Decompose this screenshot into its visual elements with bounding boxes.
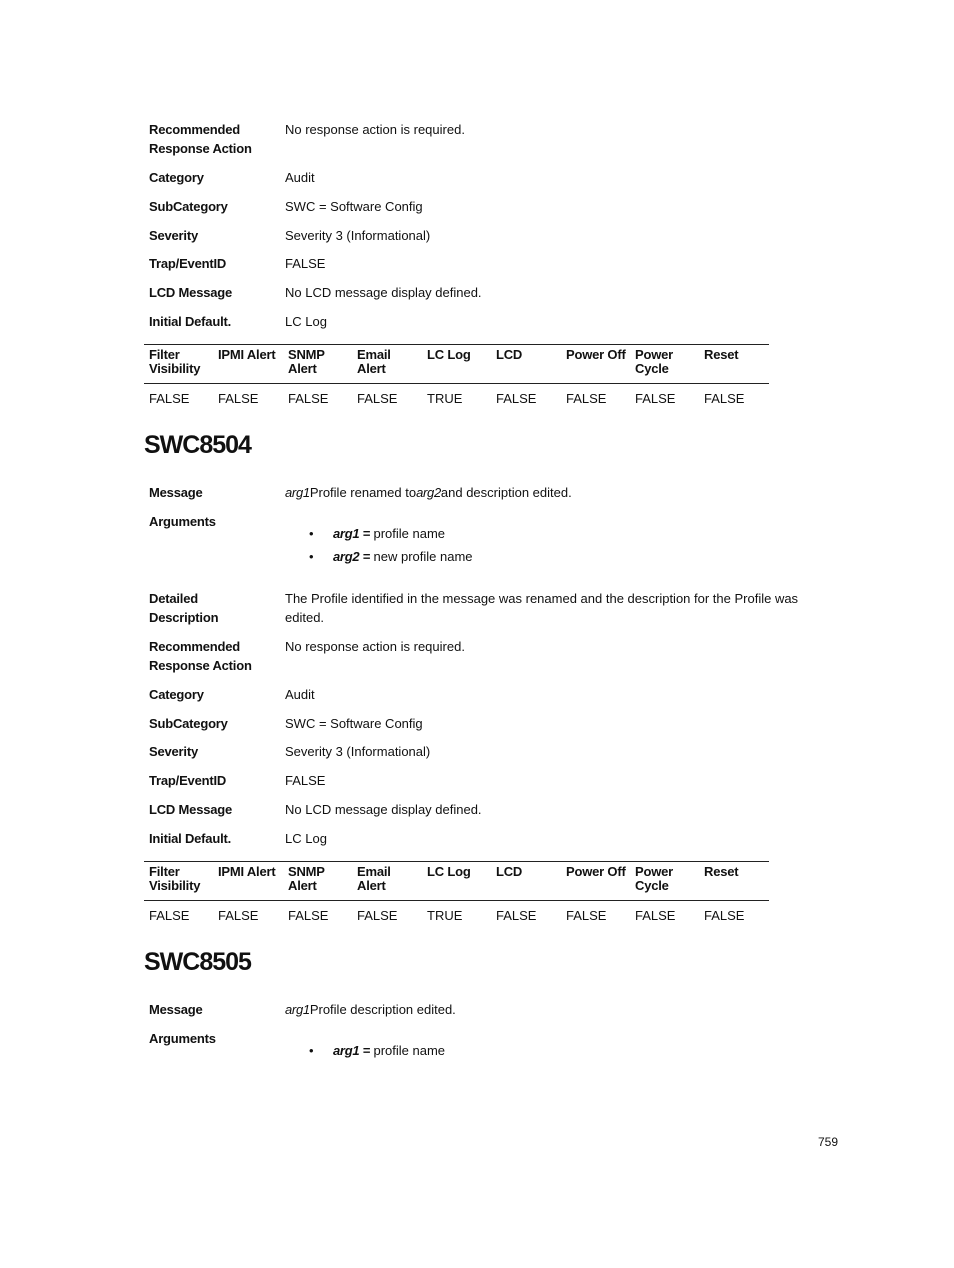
field-label: Detailed Description bbox=[149, 591, 219, 625]
field-value: LC Log bbox=[285, 831, 327, 846]
field-label: LCD Message bbox=[149, 802, 233, 817]
table-header-cell: IPMI Alert bbox=[218, 864, 276, 879]
table-cell: TRUE bbox=[427, 908, 463, 923]
field-label: Initial Default. bbox=[149, 314, 232, 329]
table-cell: FALSE bbox=[496, 908, 537, 923]
bullet-icon: • bbox=[309, 549, 314, 564]
field-label: Recommended Response Action bbox=[149, 639, 252, 673]
kv-row-arguments bbox=[149, 1029, 809, 1049]
field-value: FALSE bbox=[285, 256, 326, 271]
table-header-cell: Power Cycle bbox=[635, 347, 674, 376]
kv-row-lcd-message bbox=[149, 800, 809, 820]
table-header-rule bbox=[144, 900, 769, 901]
table-header-cell: Power Off bbox=[566, 864, 626, 879]
table-header-cell: LC Log bbox=[427, 347, 471, 362]
field-label: LCD Message bbox=[149, 285, 233, 300]
message-id-heading: SWC8504 bbox=[144, 431, 251, 459]
table-cell: FALSE bbox=[288, 908, 329, 923]
field-label: Trap/EventID bbox=[149, 773, 227, 788]
argument-name: arg1 = bbox=[333, 526, 370, 541]
table-header-cell: IPMI Alert bbox=[218, 347, 276, 362]
message-id-heading: SWC8505 bbox=[144, 948, 251, 976]
field-value: SWC = Software Config bbox=[285, 716, 423, 731]
alert-visibility-table bbox=[144, 344, 769, 410]
field-value: Severity 3 (Informational) bbox=[285, 744, 431, 759]
kv-row-recommended-action bbox=[149, 120, 809, 160]
field-value: SWC = Software Config bbox=[285, 199, 423, 214]
table-cell: FALSE bbox=[357, 391, 398, 406]
field-label: Arguments bbox=[149, 1031, 216, 1046]
table-header-rule bbox=[144, 383, 769, 384]
table-header-cell: Power Cycle bbox=[635, 864, 674, 893]
field-label: Category bbox=[149, 170, 204, 185]
table-top-rule bbox=[144, 344, 769, 345]
table-cell: FALSE bbox=[635, 908, 676, 923]
kv-row-severity bbox=[149, 742, 809, 762]
table-cell: FALSE bbox=[635, 391, 676, 406]
table-cell: TRUE bbox=[427, 391, 463, 406]
alert-visibility-table bbox=[144, 861, 769, 927]
kv-row-recommended-action bbox=[149, 637, 809, 677]
field-label: SubCategory bbox=[149, 199, 228, 214]
table-cell: FALSE bbox=[704, 908, 745, 923]
table-header-cell: LCD bbox=[496, 347, 523, 362]
field-label: Arguments bbox=[149, 514, 216, 529]
field-value: No response action is required. bbox=[285, 639, 465, 654]
kv-row-trap-eventid bbox=[149, 771, 809, 791]
kv-row-arguments bbox=[149, 512, 809, 532]
kv-row-subcategory bbox=[149, 714, 809, 734]
kv-row-subcategory bbox=[149, 197, 809, 217]
table-cell: FALSE bbox=[149, 908, 190, 923]
table-header-cell: Filter Visibility bbox=[149, 347, 201, 376]
message-text: Profile renamed to bbox=[309, 485, 417, 500]
arg-placeholder: arg1 bbox=[285, 1002, 310, 1017]
message-text: and description edited. bbox=[440, 485, 572, 500]
field-label: Category bbox=[149, 687, 204, 702]
field-value bbox=[285, 1000, 810, 1019]
table-header-cell: Reset bbox=[704, 864, 739, 879]
bullet-icon: • bbox=[309, 526, 314, 541]
field-label: Severity bbox=[149, 744, 198, 759]
kv-row-initial-default bbox=[149, 312, 809, 332]
bullet-icon: • bbox=[309, 1043, 314, 1058]
table-header-cell: LC Log bbox=[427, 864, 471, 879]
field-value: Severity 3 (Informational) bbox=[285, 228, 431, 243]
field-value: No LCD message display defined. bbox=[285, 802, 482, 817]
field-label: Severity bbox=[149, 228, 198, 243]
field-value: FALSE bbox=[285, 773, 326, 788]
message-text: Profile description edited. bbox=[309, 1002, 456, 1017]
kv-row-detailed-description bbox=[149, 589, 809, 629]
table-cell: FALSE bbox=[566, 391, 607, 406]
field-value: No response action is required. bbox=[285, 122, 465, 137]
table-header-cell: Power Off bbox=[566, 347, 626, 362]
table-header-cell: SNMP Alert bbox=[288, 347, 325, 376]
field-value bbox=[285, 483, 810, 502]
arg-placeholder: arg2 bbox=[416, 485, 441, 500]
field-label: Recommended Response Action bbox=[149, 122, 252, 156]
kv-row-severity bbox=[149, 226, 809, 246]
field-label: Trap/EventID bbox=[149, 256, 227, 271]
table-top-rule bbox=[144, 861, 769, 862]
kv-row-category bbox=[149, 685, 809, 705]
field-value: Audit bbox=[285, 687, 315, 702]
table-header-cell: Filter Visibility bbox=[149, 864, 201, 893]
kv-row-lcd-message bbox=[149, 283, 809, 303]
table-header-cell: Reset bbox=[704, 347, 739, 362]
table-header-cell: SNMP Alert bbox=[288, 864, 325, 893]
table-cell: FALSE bbox=[566, 908, 607, 923]
argument-desc: profile name bbox=[373, 1043, 446, 1058]
table-cell: FALSE bbox=[496, 391, 537, 406]
page-number: 759 bbox=[818, 1135, 839, 1149]
argument-text bbox=[333, 522, 445, 545]
kv-row-initial-default bbox=[149, 829, 809, 849]
field-label: Message bbox=[149, 485, 203, 500]
field-value: LC Log bbox=[285, 314, 327, 329]
field-label: Message bbox=[149, 1002, 203, 1017]
kv-row-message bbox=[149, 483, 809, 503]
field-value: No LCD message display defined. bbox=[285, 285, 482, 300]
kv-row-category bbox=[149, 168, 809, 188]
table-cell: FALSE bbox=[218, 908, 259, 923]
kv-row-message bbox=[149, 1000, 809, 1020]
table-cell: FALSE bbox=[149, 391, 190, 406]
table-header-cell: Email Alert bbox=[357, 347, 391, 376]
argument-desc: new profile name bbox=[373, 549, 473, 564]
table-header-cell: LCD bbox=[496, 864, 523, 879]
table-cell: FALSE bbox=[288, 391, 329, 406]
argument-name: arg2 = bbox=[333, 549, 370, 564]
table-cell: FALSE bbox=[704, 391, 745, 406]
arg-placeholder: arg1 bbox=[285, 485, 310, 500]
argument-text bbox=[333, 545, 473, 568]
argument-desc: profile name bbox=[373, 526, 446, 541]
kv-row-trap-eventid bbox=[149, 254, 809, 274]
field-value: Audit bbox=[285, 170, 315, 185]
field-label: SubCategory bbox=[149, 716, 228, 731]
table-cell: FALSE bbox=[357, 908, 398, 923]
argument-text bbox=[333, 1039, 445, 1062]
argument-name: arg1 = bbox=[333, 1043, 370, 1058]
field-value: The Profile identified in the message was renamed and the description for the Profile was edited. bbox=[285, 591, 799, 625]
table-header-cell: Email Alert bbox=[357, 864, 391, 893]
table-cell: FALSE bbox=[218, 391, 259, 406]
field-label: Initial Default. bbox=[149, 831, 232, 846]
